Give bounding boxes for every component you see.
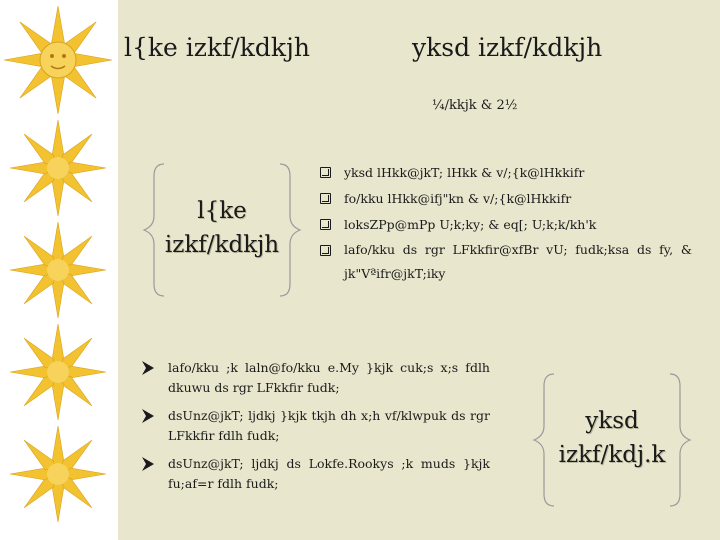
box-left-text xyxy=(160,194,284,262)
list-item: dsUnz@jkT; ljdkj ds Lokfe.Rookys ;k muds }kjk fu;af=r fdlh fudk; xyxy=(140,454,490,494)
list-item: loksZPp@mPp U;k;ky; & eq[; U;k;k/kh'k xyxy=(320,212,692,238)
box-left-line2: izkf/kdkjh xyxy=(164,232,280,258)
checkbox-icon xyxy=(320,167,331,178)
list-item: dsUnz@jkT; ljdkj }kjk tkjh dh x;h vf/klwpuk ds rgr LFkkfir fdlh fudk; xyxy=(140,406,490,446)
square-bullet-list xyxy=(320,160,692,286)
title-left: l{ke izkf/kdkjh xyxy=(124,33,310,62)
title-right: yksd izkf/kdkjh xyxy=(412,33,603,62)
arrow-bullet-icon xyxy=(140,360,156,376)
checkbox-icon xyxy=(320,219,331,230)
box-right-line1: yksd xyxy=(585,408,639,434)
box-right-line2: izkf/kdj.k xyxy=(558,442,666,468)
list-item: lafo/kku ;k laln@fo/kku e.My }kjk cuk;s x;s fdlh dkuwu ds rgr LFkkfir fudk; xyxy=(140,358,490,398)
list-item: yksd lHkk@jkT; lHkk & v/;{k@lHkkifr xyxy=(320,160,692,186)
checkbox-icon xyxy=(320,245,331,256)
list-item: lafo/kku ds rgr LFkkfir@xfBr vU; fudk;ksa ds fy, & jk"Vªifr@jkT;iky xyxy=(320,238,692,286)
sun-icon xyxy=(8,220,108,320)
box-right-text xyxy=(548,404,676,472)
sun-icon xyxy=(8,118,108,218)
arrow-bullet-icon xyxy=(140,408,156,424)
sun-icon xyxy=(8,322,108,422)
sun-icon xyxy=(2,4,114,116)
arrow-bullet-list xyxy=(140,358,490,502)
list-item: fo/kku lHkk@ifj"kn & v/;{k@lHkkifr xyxy=(320,186,692,212)
checkbox-icon xyxy=(320,193,331,204)
box-left-line1: l{ke xyxy=(197,198,247,224)
sun-icon xyxy=(8,424,108,524)
arrow-bullet-icon xyxy=(140,456,156,472)
subtitle: ¼/kkjk & 2½ xyxy=(432,98,518,113)
